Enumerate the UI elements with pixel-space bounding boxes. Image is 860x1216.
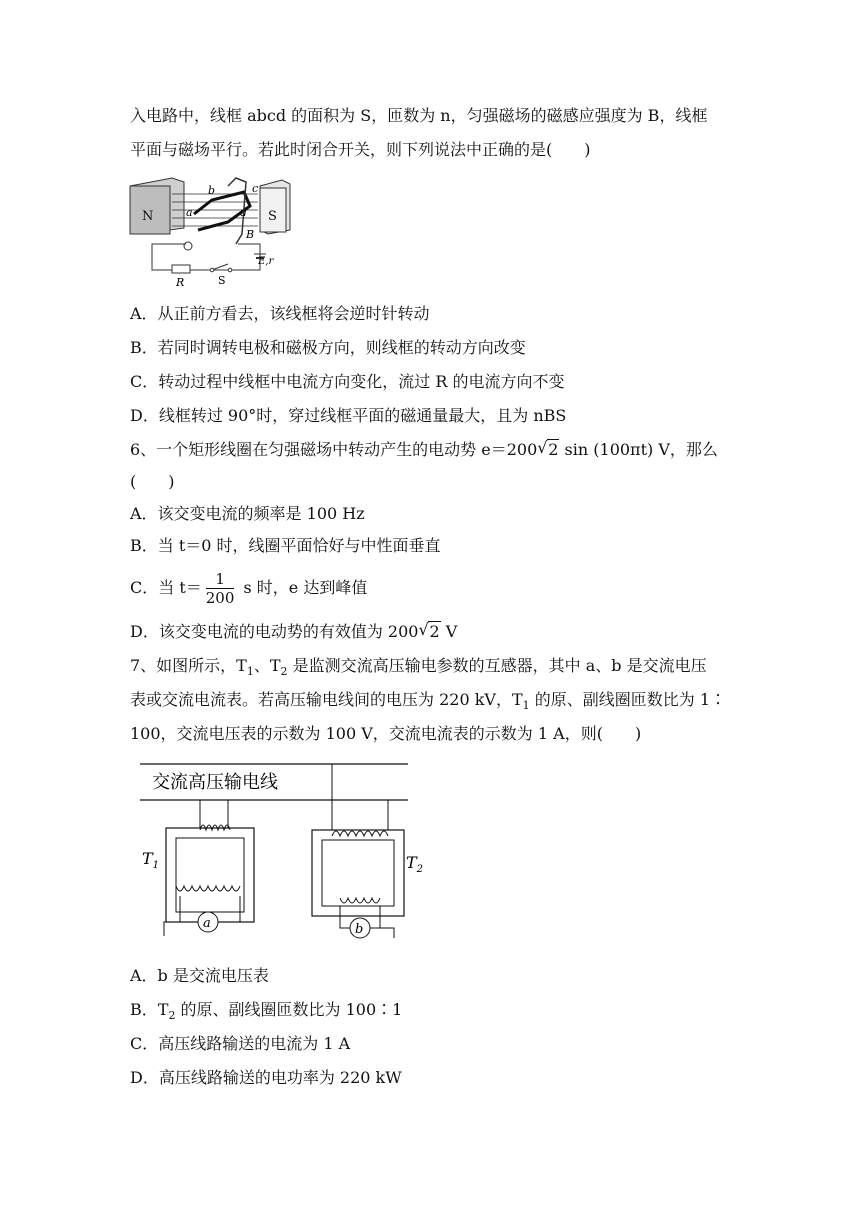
label-field-b: B [246,228,255,241]
q7-stem-line1 [130,656,707,682]
q5-option-d: D．线框转过 90°时，穿过线框平面的磁通量最大，且为 nBS [130,406,567,425]
q5-stem-line2: 平面与磁场平行。若此时闭合开关，则下列说法中正确的是( ) [130,140,591,159]
q7-stem-line3: 100，交流电压表的示数为 100 V，交流电流表的示数为 1 A，则( ) [130,724,642,743]
q6-option-d-radicand: 2 [429,622,440,641]
q6-stem-post: sin (100πt) V，那么 [559,440,718,459]
subscript: 1 [246,665,254,679]
t1-label: $T_1$ [142,849,160,871]
s-pole-label: S [268,209,277,224]
t2-label: $T_2$ [406,853,424,875]
fraction [206,570,235,607]
label-b: b [208,184,216,197]
q6-option-c-pre: C．当 t＝ [130,578,202,597]
q6-option-c-post: s 时，e 达到峰值 [238,578,368,597]
figure-title: 交流高压输电线 [152,772,278,792]
q5-option-b: B．若同时调转电极和磁极方向，则线框的转动方向改变 [130,338,526,357]
fraction-numerator: 1 [206,570,235,589]
q7-option-d: D．高压线路输送的电功率为 220 kW [130,1068,402,1087]
label-d: d [240,206,248,219]
subscript: 1 [522,699,530,713]
label-switch: S [218,274,226,287]
q7-option-b-text: 的原、副线圈匝数比为 100∶1 [175,1000,403,1019]
label-r: R [176,276,185,289]
meter-a-label: a [203,916,211,931]
label-c: c [252,182,259,195]
q7-text: 表或交流电流表。若高压输电线间的电压为 220 kV，T [130,690,523,709]
label-a: a [186,206,193,219]
q5-option-c: C．转动过程中线框中电流方向变化，流过 R 的电流方向不变 [130,372,565,391]
sqrt-symbol [418,622,440,642]
q6-option-d [130,622,457,642]
q6-option-d-pre: D．该交变电流的电动势的有效值为 200 [130,622,419,641]
n-pole-label: N [142,209,154,224]
q7-text: 的原、副线圈匝数比为 1∶ [529,690,726,709]
q6-option-a: A．该交变电流的频率是 100 Hz [130,504,365,523]
label-er: E,r [258,256,274,267]
q7-option-c: C．高压线路输送的电流为 1 A [130,1034,351,1053]
q6-stem-radicand: 2 [548,440,559,459]
q7-option-b [130,1000,402,1026]
fraction-denominator: 200 [205,589,235,607]
q7-text: 是监测交流高压输电参数的互感器，其中 a、b 是交流电压 [287,656,707,675]
subscript: 2 [168,1009,176,1023]
motor-circuit-figure [128,172,290,290]
q7-option-b-text: B．T [130,1000,169,1019]
q6-stem-pre: 6、一个矩形线圈在匀强磁场中转动产生的电动势 e＝200 [130,440,538,459]
q7-text: 、T [253,656,281,675]
q7-option-a: A．b 是交流电压表 [130,966,269,985]
q7-text: 7、如图所示，T [130,656,247,675]
sqrt-symbol [537,440,559,460]
subscript: 2 [280,665,288,679]
q6-stem-line2: ( ) [130,472,175,491]
q5-option-a: A．从正前方看去，该线框将会逆时针转动 [130,304,430,323]
q6-option-d-post: V [440,622,458,641]
transformer-figure [140,758,424,944]
q6-option-c [130,568,367,608]
q6-stem-line1 [130,440,718,460]
q5-stem-line1: 入电路中，线框 abcd 的面积为 S，匝数为 n，匀强磁场的磁感应强度为 B，线框 [130,106,708,125]
meter-b-label: b [355,922,364,937]
q7-stem-line2 [130,690,726,716]
q6-option-b: B．当 t＝0 时，线圈平面恰好与中性面垂直 [130,536,441,555]
